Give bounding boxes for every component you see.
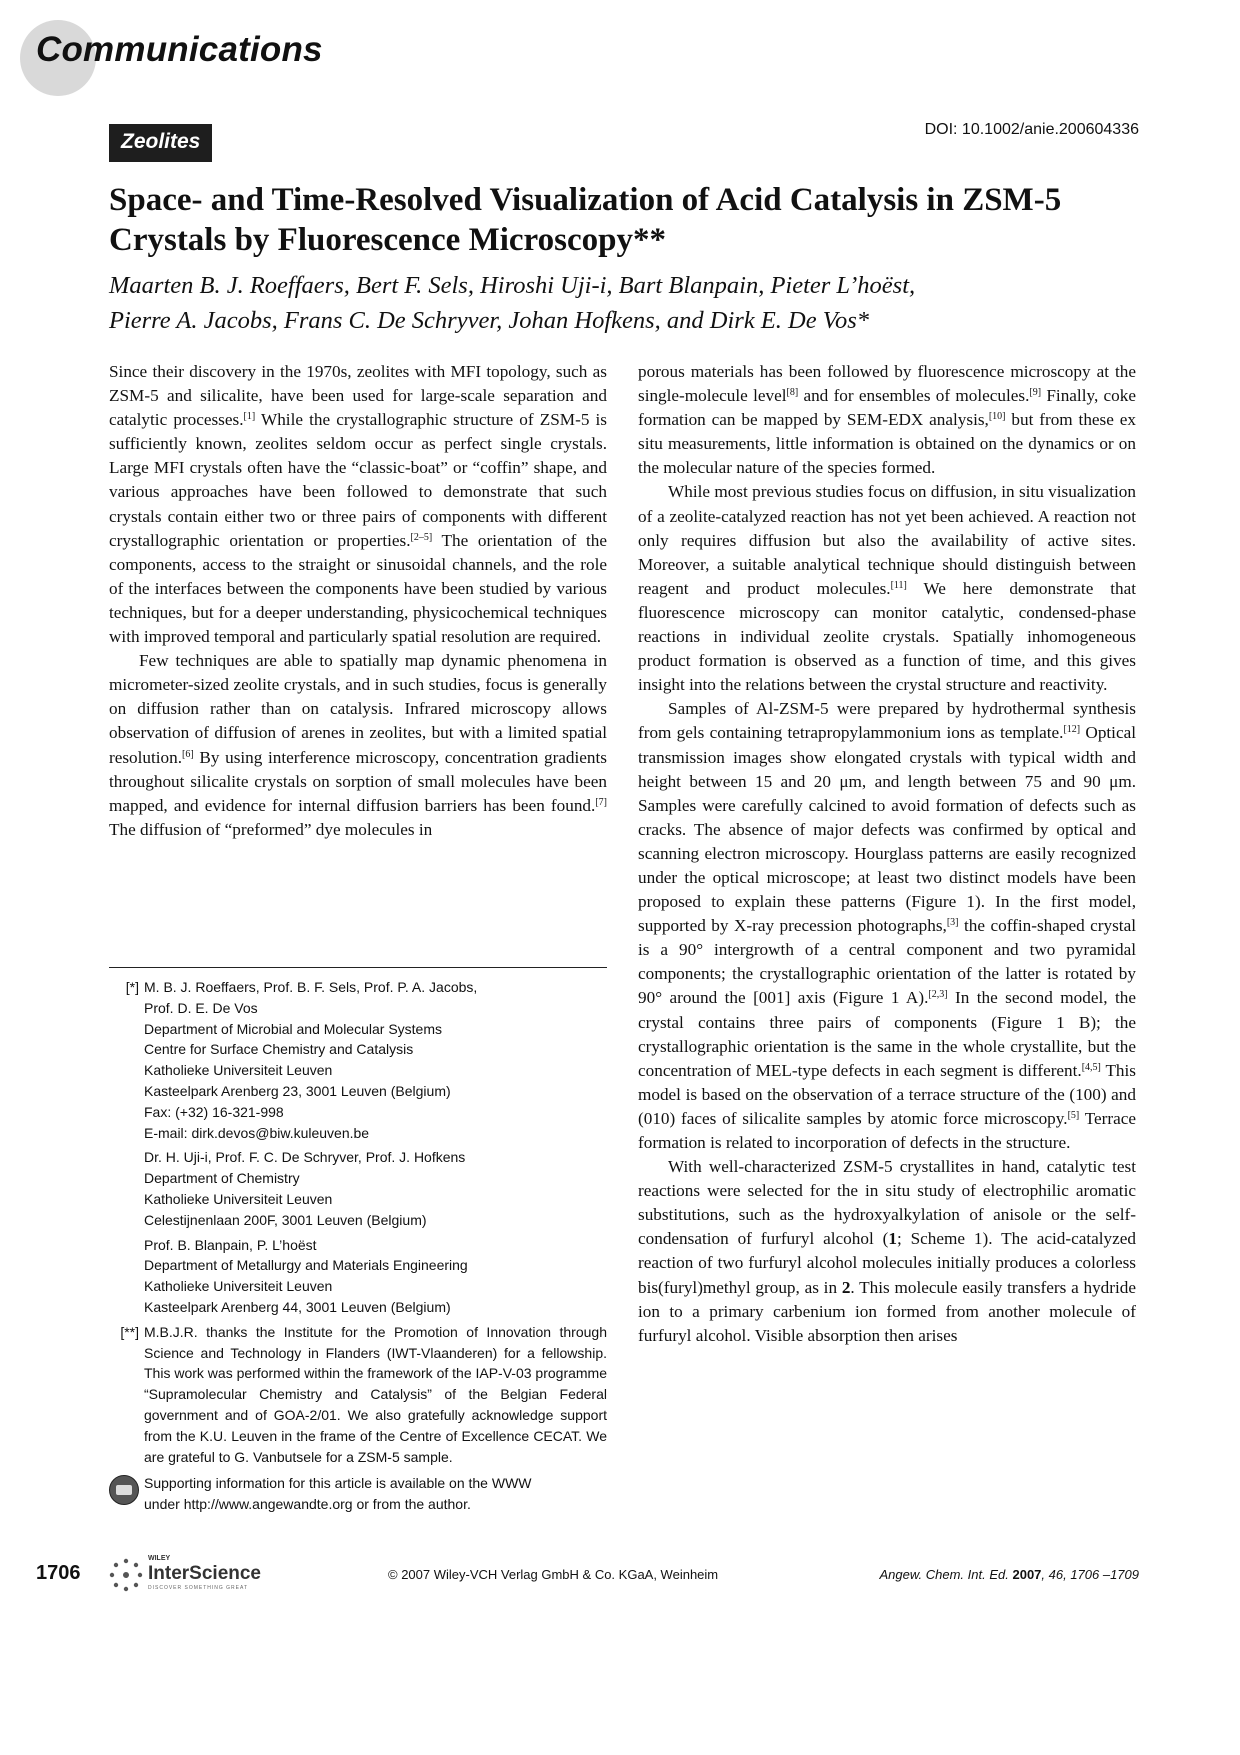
citation-ref[interactable]: [6] [182, 748, 194, 760]
acknowledgement-text: M.B.J.R. thanks the Institute for the Promotion of Innovation through Science and Technology in Flanders (IWT-Vlaanderen) for a fellowship. This work was performed within the framework of the IAP-V-03 programme “Supramolecular Chemistry and Catalysis” of the Belgian Federal government and of GOA-2/01. We also gratefully acknowledge support from the K.U. Leuven in the frame of the Centre of Excellence CECAT. We are grateful to G. Vanbutsele for a ZSM-5 sample. [144, 1323, 607, 1465]
citation-ref[interactable]: [10] [988, 411, 1006, 423]
cd-disc-icon [109, 1475, 139, 1505]
paragraph: With well-characterized ZSM-5 crystallites in hand, catalytic test reactions were selected for the in situ study of electrophilic aromatic substitutions, such as the hydroxyalkylation of anisole or the self-condensation of furfuryl alcohol (1; Scheme 1). The acid-catalyzed reaction of two furfuryl alcohol molecules initially produces a colorless bis(furyl)methyl group, as in 2. This molecule easily transfers a hydride ion to a primary carbenium ion formed from another molecule of furfuryl alcohol. Visible absorption then arises [638, 1157, 1136, 1345]
journal-section-title: Communications [36, 30, 323, 69]
citation-ref[interactable]: [12] [1063, 724, 1081, 736]
citation-ref[interactable]: [5] [1067, 1109, 1080, 1121]
article-title [109, 180, 1149, 260]
author-list [109, 268, 1149, 338]
publisher-tagline: DISCOVER SOMETHING GREAT [148, 1585, 249, 1591]
article-title-line: Space- and Time-Resolved Visualization of Acid Catalysis in ZSM-5 [109, 182, 1062, 218]
body-column-right [638, 360, 1136, 1348]
copyright-notice: © 2007 Wiley-VCH Verlag GmbH & Co. KGaA, Weinheim [388, 1567, 719, 1582]
affiliation-block: Dr. H. Uji-i, Prof. F. C. De Schryver, Prof. J. Hofkens Department of Chemistry Katholieke Universiteit Leuven Celestijnenlaan 200F, 3001 Leuven (Belgium) [144, 1149, 466, 1228]
citation-ref[interactable]: [2,3] [928, 989, 948, 1001]
paragraph: While most previous studies focus on diffusion, in situ visualization of a zeolite-catalyzed reaction has not yet been achieved. A reaction not only requires diffusion but also the availability of active sites. Moreover, a suitable analytical technique should distinguish between reagent and product molecules.[11] We here demonstrate that fluorescence microscopy can monitor catalytic, condensed-phase reactions in individual zeolite crystals. Spatially inhomogeneous product formation is observed as a function of time, and this gives insight into the relations between the crystal structure and reactivity. [638, 482, 1136, 695]
affiliation-footnote [109, 977, 607, 1318]
affiliation-block: Prof. B. Blanpain, P. L’hoëst Department of Metallurgy and Materials Engineering Katholieke Universiteit Leuven Kasteelpark Arenberg 44, 3001 Leuven (Belgium) [144, 1236, 468, 1315]
body-column-left [109, 360, 607, 842]
citation-ref[interactable]: [7] [595, 796, 607, 808]
affiliation-block: M. B. J. Roeffaers, Prof. B. F. Sels, Prof. P. A. Jacobs, Prof. D. E. De Vos Department of Microbial and Molecular Systems Centre for Surface Chemistry and Catalysis Katholieke Universiteit Leuven Kasteelpark Arenberg 23, 3001 Leuven (Belgium) Fax: (+32) 16-321-998 E-mail: dirk.devos@biw.kuleuven.be [144, 977, 607, 1143]
acknowledgement-footnote [109, 1322, 607, 1468]
supporting-info-link[interactable]: under http://www.angewandte.org or from the author. [144, 1496, 471, 1513]
interscience-dots-icon [108, 1557, 144, 1593]
email-link[interactable]: E-mail: dirk.devos@biw.kuleuven.be [144, 1124, 370, 1141]
publisher-name: InterScience [148, 1563, 261, 1584]
topic-label: Zeolites [109, 124, 212, 162]
article-title-line: Crystals by Fluorescence Microscopy** [109, 222, 666, 258]
compound-number: 1 [888, 1229, 897, 1249]
publisher-logo [108, 1555, 278, 1595]
citation-ref[interactable]: [3] [946, 917, 959, 929]
footnotes [109, 977, 607, 1515]
citation-ref[interactable]: [8] [786, 387, 799, 399]
author-line: Pierre A. Jacobs, Frans C. De Schryver, Johan Hofkens, and Dirk E. De Vos* [109, 307, 870, 334]
doi[interactable]: DOI: 10.1002/anie.200604336 [924, 121, 1139, 138]
footnote-divider [109, 967, 607, 968]
page-number: 1706 [36, 1562, 81, 1584]
paragraph: Few techniques are able to spatially map dynamic phenomena in micrometer-sized zeolite crystals, and in such studies, focus is generally on diffusion rather than on catalysis. Infrared microscopy allows observation of diffusion of arenes in zeolites, but with a limited spatial resolution.[6] By using interference microscopy, concentration gradients throughout silicalite crystals on sorption of small molecules have been mapped, and evidence for internal diffusion barriers has been found.[7] The diffusion of “preformed” dye molecules in [109, 651, 607, 839]
footnote-mark: [*] [125, 979, 139, 995]
author-line: Maarten B. J. Roeffaers, Bert F. Sels, Hiroshi Uji-i, Bart Blanpain, Pieter L’hoëst, [109, 272, 916, 299]
citation-ref[interactable]: [1] [243, 411, 256, 423]
journal-citation: Angew. Chem. Int. Ed. 2007, 46, 1706 –1709 [879, 1567, 1139, 1582]
citation-ref[interactable]: [11] [890, 579, 907, 591]
citation-ref[interactable]: [9] [1029, 387, 1042, 399]
footnote-mark: [**] [120, 1323, 139, 1340]
citation-ref[interactable]: [2–5] [410, 531, 433, 543]
citation-ref[interactable]: [4,5] [1081, 1061, 1101, 1073]
paragraph: Samples of Al-ZSM-5 were prepared by hydrothermal synthesis from gels containing tetrapropylammonium ions as template.[12] Optical transmission images show elongated crystals with typical width and height between 15 and 20 μm, and length between 75 and 90 μm. Samples were carefully calcined to avoid formation of defects such as cracks. The absence of major defects was confirmed by optical and scanning electron microscopy. Hourglass patterns are easily recognized under the optical microscope; at least two distinct models have been proposed to explain these patterns (Figure 1). In the first model, supported by X-ray precession photographs,[3] the coffin-shaped crystal is a 90° intergrowth of a central component and two pyramidal components; the crystallographic orientation of the latter is rotated by 90° around the [001] axis (Figure 1 A).[2,3] In the second model, the crystal contains three pairs of components (Figure 1 B); the crystallographic orientation is the same in the whole crystallite, but the concentration of MEL-type defects in each segment is different.[4,5] This model is based on the observation of a terrace structure of the (100) and (010) faces of silicalite samples by atomic force microscopy.[5] Terrace formation is related to incorporation of defects in the structure. [638, 699, 1136, 1152]
compound-number: 2 [841, 1277, 851, 1297]
supporting-information-note: Supporting information for this article is available on the WWW under http://www.angewandte.org or from the author. [109, 1473, 607, 1515]
paragraph: porous materials has been followed by fluorescence microscopy at the single-molecule level[8] and for ensembles of molecules.[9] Finally, coke formation can be mapped by SEM-EDX analysis,[10] but from these ex situ measurements, little information is obtained on the dynamics or on the molecular nature of the species formed. [638, 362, 1137, 478]
paragraph: Since their discovery in the 1970s, zeolites with MFI topology, such as ZSM-5 and silicalite, have been used for large-scale separation and catalytic processes.[1] While the crystallographic structure of ZSM-5 is sufficiently known, zeolites seldom occur as perfect single crystals. Large MFI crystals often have the “classic-boat” or “coffin” shape, and various approaches have been followed to demonstrate that such crystals contain either two or three pairs of components with different crystallographic orientation or properties.[2–5] The orientation of the components, access to the straight or sinusoidal channels, and the role of the interfaces between the components have been studied by various techniques, but for a deeper understanding, physicochemical techniques with improved temporal and particularly spatial resolution are required. [109, 362, 607, 647]
publisher-top-label: WILEY [148, 1555, 171, 1562]
